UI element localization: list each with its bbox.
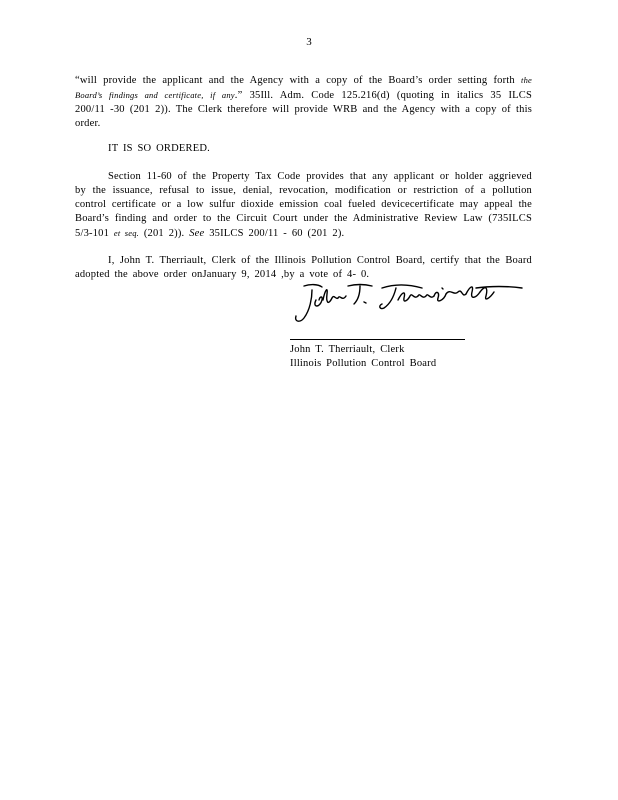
paragraph-appeal-text-c: 35ILCS 200/11 - 60 (201 2).: [204, 228, 345, 239]
paragraph-appeal-text-b: (201 2)).: [139, 228, 190, 239]
paragraph-order-copy-text-a: “will provide the applicant and the Agency with a copy of the Board’s order setting forth: [75, 75, 522, 86]
signature-block: [290, 343, 436, 371]
paragraph-order-copy-text-b: .” 35Ill. Adm. Code 125.216(d) (quoting in italics 35 ILCS 200/11 -30 (201 2)). The Clerk therefore will provide WRB and the Agency with a copy of this order.: [75, 90, 533, 129]
signature-line: [290, 339, 465, 340]
signer-name: John T. Therriault, Clerk: [290, 344, 405, 355]
paragraph-order-copy: [75, 73, 532, 131]
signer-organization: Illinois Pollution Control Board: [290, 358, 437, 369]
paragraph-appeal-text-a: Section 11-60 of the Property Tax Code provides that any applicant or holder aggrieved by the issuance, refusal to issue, denial, revocation, modification or restriction of a pollution control certificate or a low sulfur dioxide emission coal fueled devicecertificate may appeal the Board’s finding and order to the Circuit Court under the Administrative Review Law (735ILCS 5/3-101: [75, 171, 532, 239]
paragraph-order-copy-italic: the Board’s findings and certificate, if any: [75, 75, 532, 100]
handwritten-signature: [290, 278, 530, 326]
paragraph-appeal-italic-etseq: et seq.: [113, 228, 140, 238]
paragraph-clerk-certification: I, John T. Therriault, Clerk of the Illinois Pollution Control Board, certify that the Board adopted the above order onJanuary 9, 2014 ,by a vote of 4- 0.: [75, 255, 532, 280]
paragraph-appeal-rights: [75, 170, 532, 241]
paragraph-so-ordered: IT IS SO ORDERED.: [108, 143, 210, 154]
page-number: 3: [306, 36, 312, 48]
paragraph-appeal-italic-see: See: [189, 228, 205, 239]
